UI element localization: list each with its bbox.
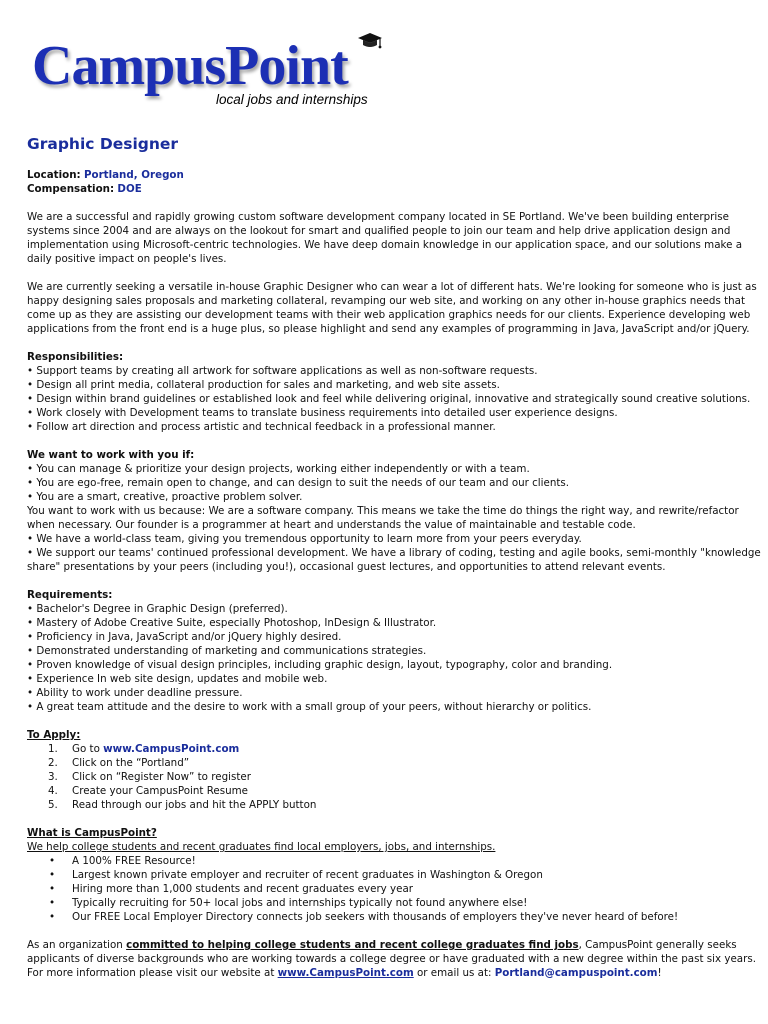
apply-step [48,784,743,798]
want-item: • We have a world-class team, giving you tremendous opportunity to learn more from your peers everyday. [27,532,743,546]
want-heading: We want to work with you if: [27,449,195,461]
logo-wordmark: CampusPoint [32,35,348,97]
campuspoint-logo [30,30,410,114]
closing-line-2: applicants of diverse backgrounds who are working towards a college degree or have graduated with a new degree within the past six years. [27,953,756,965]
closing-text: , CampusPoint generally seeks [578,939,737,951]
step-text: Read through our jobs and hit the APPLY button [72,799,317,811]
want-item-continuation: share" presentations by your peers (including you!), occasional guest lectures, and opportunities to attend relevant events. [27,561,666,573]
what-item [49,882,743,896]
step-text: Click on the “Portland” [72,757,190,769]
paragraph-line: happy designing sales proposals and marketing collateral, revamping our web site, and working on any other in-house graphics needs that [27,295,746,307]
what-section [27,826,743,924]
closing-text: As an organization [27,939,127,951]
bullet-icon: • [49,855,56,867]
requirement-item: • Proven knowledge of visual design principles, including graphic design, layout, typography, color and branding. [27,658,743,672]
paragraph-line: We are a successful and rapidly growing custom software development company located in SE Portland. We've been building enterprise [27,211,729,223]
what-item [49,910,743,924]
closing-text: or email us at: [413,967,495,979]
campuspoint-link[interactable]: www.CampusPoint.com [103,743,240,755]
step-text: Click on “Register Now” to register [72,771,251,783]
what-item-text: Typically recruiting for 50+ local jobs and internships typically not found anywhere else! [72,897,528,909]
responsibility-item: • Work closely with Development teams to translate business requirements into detailed user experience designs. [27,406,743,420]
requirement-item: • Ability to work under deadline pressure. [27,686,743,700]
what-list [27,854,743,924]
want-item: • We support our teams' continued professional development. We have a library of coding, testing and agile books, semi-monthly "knowledge [27,546,743,560]
requirement-item: • Bachelor's Degree in Graphic Design (preferred). [27,602,743,616]
what-item [49,868,743,882]
responsibility-item: • Design within brand guidelines or established look and feel while delivering original, innovative and strategically sound creative solutions. [27,392,743,406]
paragraph-line: applications from the front end is a huge plus, so please highlight and send any examples of programming in Java, JavaScript and/or jQuery. [27,323,750,335]
step-number: 3. [48,771,58,783]
apply-step [48,770,743,784]
apply-heading: To Apply: [27,729,81,741]
paragraph-line: come up as they are assisting our development teams with their web application graphics needs for our clients. Experience developing web [27,309,751,321]
location-value: Portland, Oregon [83,169,184,181]
logo-tagline: local jobs and internships [216,92,368,107]
apply-steps [27,742,743,812]
want-item: • You can manage & prioritize your design projects, working either independently or with a team. [27,462,743,476]
want-section [27,448,761,574]
want-item: • You are ego-free, remain open to change, and can design to suit the needs of our team and our clients. [27,476,743,490]
requirements-section [27,588,743,714]
closing-text: ! [657,967,662,979]
step-number: 2. [48,757,58,769]
step-number: 4. [48,785,58,797]
step-number: 1. [48,743,58,755]
apply-section [27,728,743,812]
what-item-text: Largest known private employer and recruiter of recent graduates in Washington & Oregon [72,869,543,881]
want-item: • You are a smart, creative, proactive problem solver. [27,490,743,504]
what-item-text: A 100% FREE Resource! [72,855,196,867]
job-title: Graphic Designer [27,135,179,153]
paragraph-line: We are currently seeking a versatile in-house Graphic Designer who can wear a lot of different hats. We're looking for someone who is just as [27,281,757,293]
paragraph-line: daily positive impact on people's lives. [27,253,227,265]
location-row [27,168,743,182]
location-label: Location: [27,169,81,181]
responsibility-item: • Support teams by creating all artwork for software applications as well as non-software requests. [27,364,743,378]
email-link[interactable]: Portland@campuspoint.com [494,967,658,979]
compensation-value: DOE [117,183,142,195]
closing-line-1 [27,938,743,952]
apply-step [48,798,743,812]
intro-paragraph-1 [27,210,743,266]
job-posting [27,134,761,994]
graduation-cap-icon [357,32,383,52]
compensation-row [27,182,743,196]
what-item [49,896,743,910]
requirement-item: • Demonstrated understanding of marketing and communications strategies. [27,644,743,658]
bullet-icon: • [49,883,56,895]
bullet-icon: • [49,911,56,923]
apply-step [48,756,743,770]
step-text: Create your CampusPoint Resume [72,785,248,797]
closing-text: For more information please visit our website at [27,967,278,979]
closing-line-3 [27,966,743,980]
apply-step [48,742,743,756]
responsibilities-section [27,350,751,434]
responsibility-item: • Follow art direction and process artistic and technical feedback in a professional manner. [27,420,743,434]
paragraph-line: systems since 2004 and are always on the lookout for smart and qualified people to join our team and help drive application design and [27,225,731,237]
step-text: Go to [72,743,104,755]
what-item-text: Our FREE Local Employer Directory connects job seekers with thousands of employers they've never heard of before! [72,911,679,923]
intro-paragraph-2 [27,280,757,336]
requirement-item: • Mastery of Adobe Creative Suite, especially Photoshop, InDesign & Illustrator. [27,616,743,630]
because-line: You want to work with us because: We are a software company. This means we take the time do things the right way, and rewrite/refactor [27,505,739,517]
website-link[interactable]: www.CampusPoint.com [277,967,414,979]
compensation-label: Compensation: [27,183,115,195]
what-subtitle: We help college students and recent graduates find local employers, jobs, and internships. [27,841,496,853]
responsibilities-heading: Responsibilities: [27,351,124,363]
because-line: when necessary. Our founder is a programmer at heart and understands the value of maintainable and testable code. [27,519,636,531]
what-heading: What is CampusPoint? [27,827,157,839]
responsibility-item: • Design all print media, collateral production for sales and marketing, and web site assets. [27,378,743,392]
requirement-item: • Proficiency in Java, JavaScript and/or jQuery highly desired. [27,630,743,644]
what-item [49,854,743,868]
step-number: 5. [48,799,58,811]
closing-paragraph [27,938,756,980]
what-item-text: Hiring more than 1,000 students and recent graduates every year [72,883,414,895]
requirement-item: • Experience In web site design, updates and mobile web. [27,672,743,686]
bullet-icon: • [49,897,56,909]
requirement-item: • A great team attitude and the desire to work with a small group of your peers, without hierarchy or politics. [27,700,743,714]
requirements-heading: Requirements: [27,589,113,601]
paragraph-line: implementation using Microsoft-centric technologies. We have deep domain knowledge in our application space, and our solutions make a [27,239,743,251]
bullet-icon: • [49,869,56,881]
closing-emphasis: committed to helping college students and recent college graduates find jobs [126,939,579,951]
